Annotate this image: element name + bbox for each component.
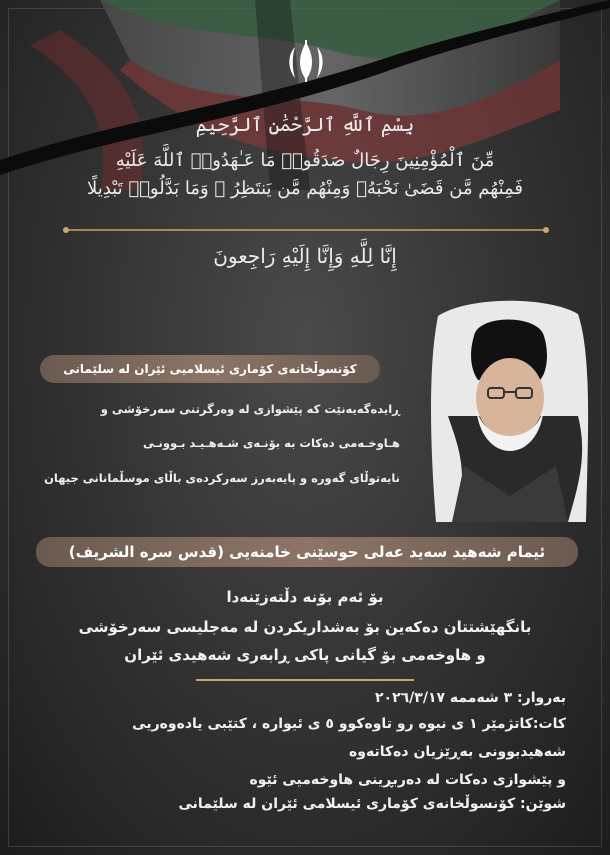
istirja-phrase: إِنَّا لِلَّهِ وَإِنَّا إِلَيْهِ رَاجِعونَ: [213, 244, 397, 268]
ornamental-divider: [62, 222, 550, 238]
invitation-line-2: بانگهێشتتان دەکەین بۆ بەشداریکردن لە مەجلیسی سەرخۆشی: [78, 618, 532, 636]
consulate-badge: کۆنسوڵخانەی کۆماری ئیسلامیی ئێران لە سلێمانی: [40, 355, 380, 383]
event-date: بەروار: ٣ شەممە ٢٠٢٦/٣/١٧: [375, 690, 566, 706]
announcement-line-2: هـاوخـەمی دەکات بە بۆنـەی شـەهـیـد بـوونـی: [142, 436, 400, 450]
invitation-line-1: بۆ ئەم بۆنە دڵتەزێنەدا: [226, 588, 384, 606]
leader-name-banner: ئیمام شەهید سەید عەلی حوسێنی خامنەیی (قدس سره الشريف): [36, 537, 578, 567]
announcement-line-1: ڕایدەگەیەنێت کە پێشوازی لە وەرگرتنی سەرخۆشی و: [100, 402, 400, 416]
quran-verse-line-2: فَمِنْهُم مَّن قَضَىٰ نَحْبَهُۥ وَمِنْهُم مَّن يَنتَظِرُ ۖ وَمَا بَدَّلُوا۟ تَبْدِيلًا: [86, 178, 524, 199]
event-place: شوێن: کۆنسوڵخانەی کۆماری ئیسلامی ئێران لە سلێمانی: [178, 796, 566, 812]
invitation-line-3: و هاوخەمی بۆ گیانی پاکی ڕابەری شەهیدی ئێران: [124, 646, 486, 664]
leader-portrait: [428, 296, 592, 522]
iran-emblem-icon: [283, 38, 329, 84]
announcement-line-3: نایەتوڵای گەورە و پایەبەرز سەرکردەی باڵای موسڵمانانی جیهان: [44, 471, 400, 485]
event-time: کات:کاتژمێر ١ ی نیوە رو تاوەکوو ٥ ی ئیوارە ، کتێبی یادەوەریی: [132, 716, 566, 732]
event-reception-note: و پێشوازی دەکات لە دەربڕینی هاوخەمیی ئێوە: [249, 772, 566, 788]
event-martyrdom-note: شەهیدبوونی بەڕێزیان دەکاتەوە: [349, 744, 566, 760]
basmala: بِسْمِ ٱللَّهِ ٱلرَّحْمَٰنِ ٱلرَّحِيمِ: [195, 114, 415, 136]
quran-verse-line-1: مِّنَ ٱلْمُؤْمِنِينَ رِجَالٌ صَدَقُوا۟ مَا عَـٰهَدُوا۟ ٱللَّهَ عَلَيْهِ: [115, 150, 495, 171]
section-divider: [196, 679, 414, 681]
